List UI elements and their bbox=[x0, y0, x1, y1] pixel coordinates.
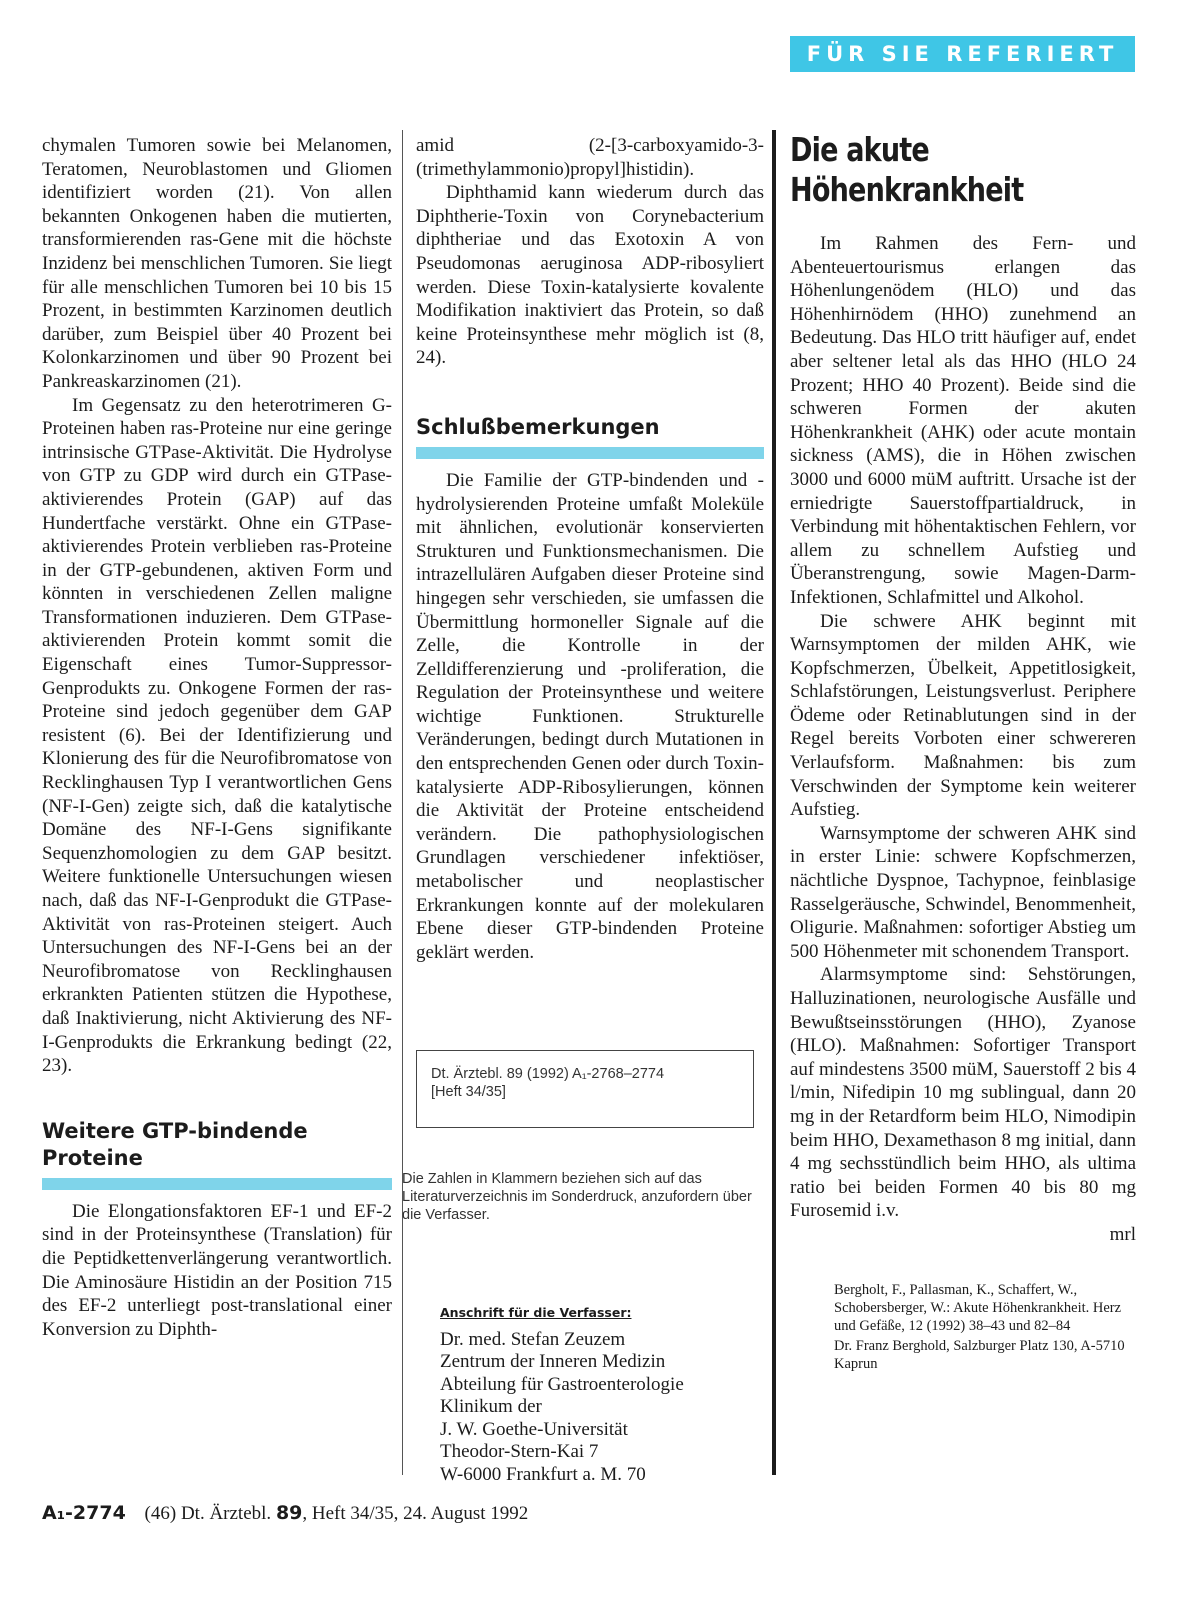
paragraph: Alarmsymptome sind: Sehstörungen, Halluzinationen, neurologische Ausfälle und Bewußtseinsstörungen (HHO), Zyanose (HLO). Maßnahmen: Sofortiger Transport auf mindestens 3500 müM, Sauerstoff 2 bis 4 l/min, Nifedipin 10 mg sublingual, dann 20 mg in der Retardform beim HLO, Nimodipin beim HHO, Dexamethason 8 mg initial, dann 4 mg sechsstündlich beim HHO, als ultima ratio bei beiden Formen 40 bis 80 mg Furosemid i.v. bbox=[790, 964, 1136, 1222]
address-label: Anschrift für die Verfasser: bbox=[440, 1305, 632, 1320]
address-line: Dr. med. Stefan Zeuzem bbox=[440, 1328, 626, 1350]
paragraph: Die schwere AHK beginnt mit Warnsymptomen der milden AHK, wie Kopfschmerzen, Übelkeit, Appetitlosigkeit, Schlafstörungen, Leistungsverlust. Periphere Ödeme oder Retinablutungen sind in der Regel bereits Vorboten einer schwereren Verlaufsform. Maßnahmen: bis zum Verschwinden der Symptome kein weiterer Aufstieg. bbox=[790, 610, 1136, 821]
footer-issue: , Heft 34/35, 24. August 1992 bbox=[302, 1503, 529, 1524]
column-2 bbox=[416, 134, 764, 964]
paragraph: Im Rahmen des Fern- und Abenteuertourismus erlangen das Höhenlungenödem (HLO) und das Höhenhirnödem (HHO) zunehmend an Bedeutung. Das HLO tritt häufiger auf, endet aber seltener letal als das HHO (HLO 24 Prozent; HHO 40 Prozent). Beide sind die schweren Formen der akuten Höhenkrankheit (AHK) oder acute montain sickness (AMS), die in Höhen zwischen 3000 und 6000 müM auftritt. Ursache ist der erniedrigte Sauerstoffpartialdruck, in Verbindung mit höhentaktischen Fehlern, vor allem zu schnellem Aufstieg und Überanstrengung, sowie Magen-Darm-Infektionen, Schlafmittel und Alkohol. bbox=[790, 233, 1136, 608]
address-line: J. W. Goethe-Universität bbox=[440, 1418, 628, 1440]
address-line: Theodor-Stern-Kai 7 bbox=[440, 1441, 599, 1462]
section-heading: Schlußbemerkungen bbox=[416, 414, 660, 439]
footer-volume: 89 bbox=[275, 1502, 303, 1524]
citation-box bbox=[416, 1050, 754, 1128]
paragraph: Warnsymptome der schweren AHK sind in erster Linie: schwere Kopfschmerzen, nächtliche Dyspnoe, Tachypnoe, feinblasige Rasselgeräusche, Schwindel, Benommenheit, Oligurie. Maßnahmen: sofortiger Abstieg um 500 Höhenmeter mit schonendem Transport. bbox=[790, 822, 1136, 962]
reference-entry: Dr. Franz Berghold, Salzburger Platz 130, A-5710 Kaprun bbox=[834, 1337, 1125, 1372]
column-3 bbox=[790, 130, 1136, 1375]
footer-text: (46) Dt. Ärztebl. bbox=[144, 1503, 272, 1524]
paragraph: Die Familie der GTP-bindenden und -hydrolysierenden Proteine umfaßt Moleküle mit ähnlichen, evolutionär konservierten Strukturen und Funktionsmechanismen. Die intrazellulären Aufgaben dieser Proteine sind hingegen sehr verschieden, sie umfassen die Übermittlung hormoneller Signale auf die Zelle, die Kontrolle in der Zelldifferenzierung und -proliferation, die Regulation der Proteinsynthese und weitere wichtige Funktionen. Strukturelle Veränderungen, bedingt durch Mutationen in den entsprechenden Genen oder durch Toxin-katalysierte ADP-Ribosylierungen, können die Aktivität der Proteine entscheidend verändern. Die pathophysiologischen Grundlagen verschiedener infektiöser, metabolischer und neoplastischer Erkrankungen konnte auf der molekularen Ebene dieser GTP-bindenden Proteine geklärt werden. bbox=[416, 469, 764, 963]
article-title bbox=[790, 130, 1136, 210]
citation-line: Dt. Ärztebl. 89 (1992) A₁-2768–2774 bbox=[431, 1066, 665, 1082]
sidebar-divider bbox=[772, 130, 776, 1475]
address-line: W-6000 Frankfurt a. M. 70 bbox=[440, 1463, 646, 1485]
column-divider bbox=[402, 130, 403, 1475]
paragraph: chymalen Tumoren sowie bei Melanomen, Teratomen, Neuroblastomen und Gliomen identifiziert worden (21). Von allen bekannten Onkogenen haben die mutierten, transformierenden ras-Gene mit die höchste Inzidenz bei menschlichen Tumoren. Sie liegt für alle menschlichen Tumoren bei 10 bis 15 Prozent, in bestimmten Karzinomen deutlich darüber, zum Beispiel über 40 Prozent bei Kolonkarzinomen und über 90 Prozent bei Pankreaskarzinomen (21). bbox=[42, 135, 392, 392]
address-line: Zentrum der Inneren Medizin bbox=[440, 1351, 666, 1372]
reference-note: Die Zahlen in Klammern beziehen sich auf das Literaturverzeichnis im Sonderdruck, anzufordern über die Verfasser. bbox=[402, 1171, 752, 1223]
address-line: Klinikum der bbox=[440, 1396, 542, 1417]
paragraph: Diphthamid kann wiederum durch das Diphtherie-Toxin von Corynebacterium diphtheriae und das Exotoxin A von Pseudomonas aeruginosa ADP-ribosyliert werden. Diese Toxin-katalysierte kovalente Modifikation inaktiviert das Protein, so daß keine Proteinsynthese mehr möglich ist (8, 24). bbox=[416, 182, 764, 369]
references bbox=[790, 1281, 1136, 1373]
reference-entry: Bergholt, F., Pallasman, K., Schaffert, W., Schobersberger, W.: Akute Höhenkrankheit. Herz und Gefäße, 12 (1992) 38–43 und 82–84 bbox=[834, 1281, 1122, 1334]
column-1 bbox=[42, 134, 392, 1341]
section-banner: FÜR SIE REFERIERT bbox=[790, 36, 1135, 72]
paragraph: Die Elongationsfaktoren EF-1 und EF-2 sind in der Proteinsynthese (Translation) für die Peptidkettenverlängerung verantwortlich. Die Aminosäure Histidin an der Position 715 des EF-2 unterliegt post-translational einer Konversion zu Diphth- bbox=[42, 1200, 392, 1340]
title-line: Höhenkrankheit bbox=[790, 170, 1024, 209]
heading-underline-bar bbox=[42, 1178, 392, 1190]
author-address bbox=[440, 1302, 760, 1486]
address-line: Abteilung für Gastroenterologie bbox=[440, 1373, 684, 1395]
author-signature: mrl bbox=[1109, 1223, 1136, 1245]
page-number: A₁-2774 bbox=[42, 1502, 126, 1524]
page-footer bbox=[42, 1502, 528, 1525]
title-line: Die akute bbox=[790, 130, 929, 169]
section-heading: Weitere GTP-bindende Proteine bbox=[42, 1118, 308, 1170]
heading-underline-bar bbox=[416, 447, 764, 459]
citation-line: [Heft 34/35] bbox=[431, 1084, 506, 1100]
paragraph: Im Gegensatz zu den heterotrimeren G-Proteinen haben ras-Proteine nur eine geringe intrinsische GTPase-Aktivität. Die Hydrolyse von GTP zu GDP wird durch ein GTPase-aktivierendes Protein (GAP) auf das Hundertfache verstärkt. Ohne ein GTPase-aktivierendes Protein verblieben ras-Proteine in der GTP-gebundenen, aktiven Form und könnten in verschiedenen Zellen maligne Transformationen induzieren. Dem GTPase-aktivierenden Protein kommt somit die Eigenschaft eines Tumor-Suppressor-Genprodukts zu. Onkogene Formen der ras-Proteine sind jedoch gegenüber dem GAP resistent (6). Bei der Identifizierung und Klonierung des für die Neurofibromatose von Recklinghausen Typ I verantwortlichen Gens (NF-I-Gen) zeigte sich, daß die katalytische Domäne des NF-I-Gens signifikante Sequenzhomologien zu dem GAP besitzt. Weitere funktionelle Untersuchungen wiesen nach, daß das NF-I-Genprodukt die GTPase-Aktivität von ras-Proteinen steigert. Auch Untersuchungen des NF-I-Gens bei an der Neurofibromatose von Recklinghausen erkrankten Patienten stützen die Hypothese, daß Inaktivierung, nicht Aktivierung des NF-I-Genprodukts die Erkrankung bedingt (22, 23). bbox=[42, 394, 392, 1077]
paragraph: amid (2-[3-carboxyamido-3-(trimethylammonio)propyl]histidin). bbox=[416, 135, 764, 180]
